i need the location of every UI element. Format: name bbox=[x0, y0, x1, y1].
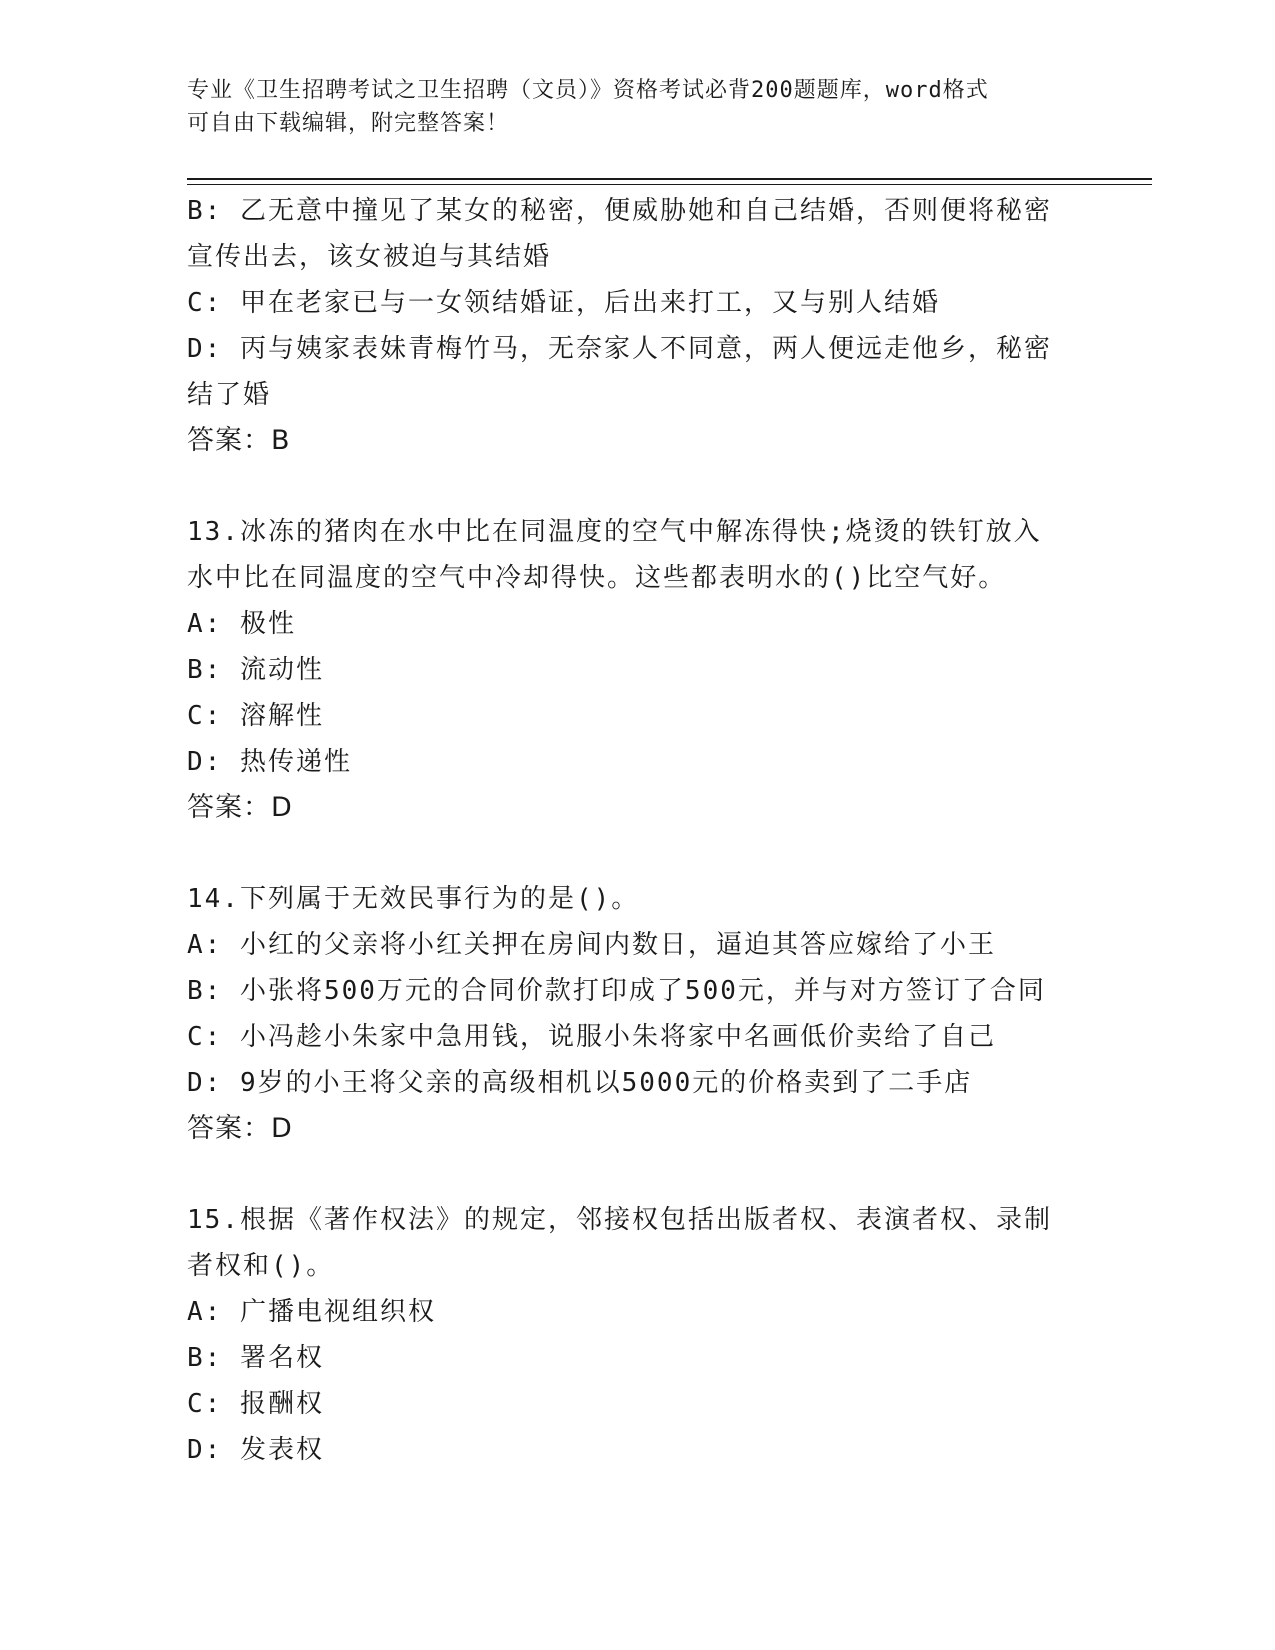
question-stem: 水中比在同温度的空气中冷却得快。这些都表明水的()比空气好。 bbox=[187, 563, 1007, 593]
document-header bbox=[187, 74, 1087, 140]
question-gap bbox=[187, 1152, 1087, 1197]
option-c: C: 小冯趁小朱家中急用钱，说服小朱将家中名画低价卖给了自己 bbox=[187, 1022, 996, 1052]
option-c: C: 溶解性 bbox=[187, 701, 324, 731]
option-b: B: 署名权 bbox=[187, 1343, 324, 1373]
option-a: A: 极性 bbox=[187, 609, 296, 639]
option-line: 宣传出去，该女被迫与其结婚 bbox=[187, 242, 552, 272]
question-stem: 者权和()。 bbox=[187, 1251, 335, 1281]
question-stem: 14.下列属于无效民事行为的是()。 bbox=[187, 884, 640, 914]
question-gap bbox=[187, 831, 1087, 876]
option-a: A: 小红的父亲将小红关押在房间内数日，逼迫其答应嫁给了小王 bbox=[187, 930, 996, 960]
option-a: A: 广播电视组织权 bbox=[187, 1297, 436, 1327]
option-d: D: 9岁的小王将父亲的高级相机以5000元的价格卖到了二手店 bbox=[187, 1068, 973, 1098]
question-15 bbox=[187, 1197, 1087, 1473]
question-gap bbox=[187, 464, 1087, 509]
header-rule-thin bbox=[187, 184, 1152, 185]
option-line: B: 乙无意中撞见了某女的秘密，便威胁她和自己结婚，否则便将秘密 bbox=[187, 196, 1052, 226]
option-d: D: 发表权 bbox=[187, 1435, 324, 1465]
header-line-1: 专业《卫生招聘考试之卫生招聘（文员）》资格考试必背200题题库，word格式 bbox=[187, 78, 989, 103]
option-b: B: 流动性 bbox=[187, 655, 324, 685]
question-stem: 15.根据《著作权法》的规定，邻接权包括出版者权、表演者权、录制 bbox=[187, 1205, 1052, 1235]
answer-line: 答案：D bbox=[187, 1113, 293, 1144]
option-d: D: 热传递性 bbox=[187, 747, 352, 777]
option-line: D: 丙与姨家表妹青梅竹马，无奈家人不同意，两人便远走他乡，秘密 bbox=[187, 334, 1052, 364]
option-line: C: 甲在老家已与一女领结婚证，后出来打工，又与别人结婚 bbox=[187, 288, 940, 318]
option-b: B: 小张将500万元的合同价款打印成了500元，并与对方签订了合同 bbox=[187, 976, 1046, 1006]
answer-line: 答案：B bbox=[187, 425, 291, 456]
option-c: C: 报酬权 bbox=[187, 1389, 324, 1419]
question-12-continued bbox=[187, 188, 1087, 464]
question-14 bbox=[187, 876, 1087, 1152]
option-line: 结了婚 bbox=[187, 380, 272, 410]
question-13 bbox=[187, 509, 1087, 831]
question-stem: 13.冰冻的猪肉在水中比在同温度的空气中解冻得快;烧烫的铁钉放入 bbox=[187, 517, 1042, 547]
header-line-2: 可自由下载编辑，附完整答案！ bbox=[187, 111, 510, 136]
header-rule-thick bbox=[187, 178, 1152, 180]
answer-line: 答案：D bbox=[187, 792, 293, 823]
document-body bbox=[187, 188, 1087, 1473]
